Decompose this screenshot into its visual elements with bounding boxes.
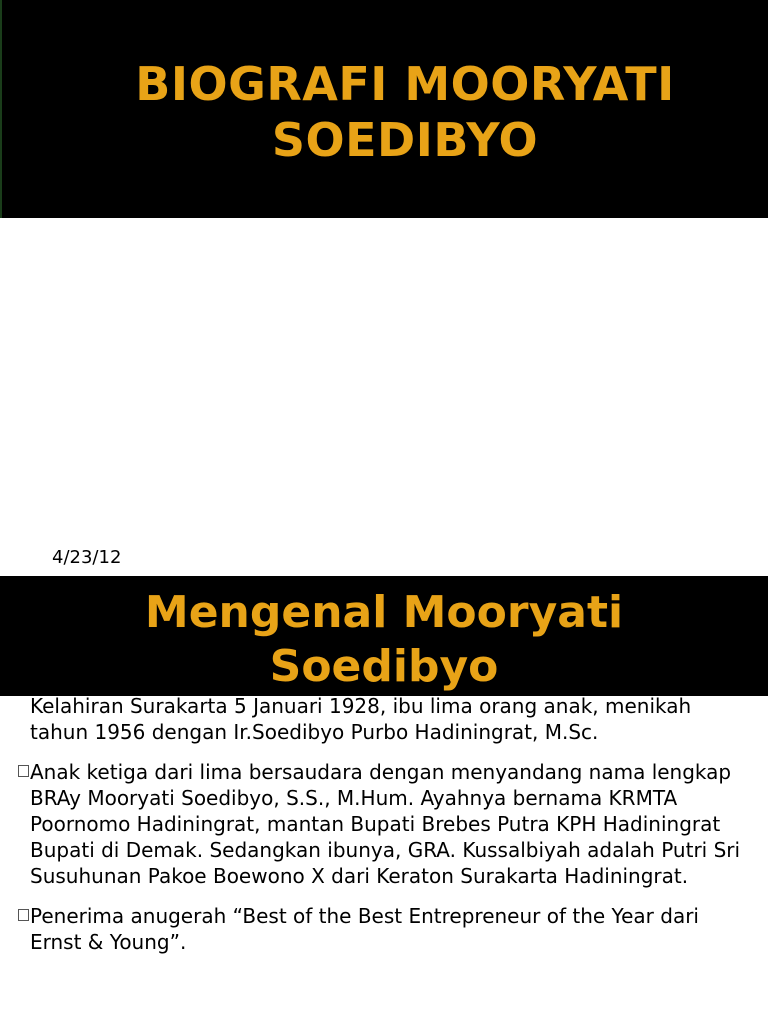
list-item (0, 903, 768, 955)
header-accent-strip (0, 0, 2, 218)
list-item (0, 759, 768, 889)
list-item (0, 696, 768, 745)
title-slide-heading (60, 56, 750, 168)
heading-line-1: Mengenal Mooryati (144, 587, 624, 638)
square-bullet-icon (18, 765, 29, 777)
list-item-text: Kelahiran Surakarta 5 Januari 1928, ibu lima orang anak, menikah tahun 1956 dengan Ir.Soedibyo Purbo Hadiningrat, M.Sc. (30, 696, 692, 744)
content-slide-heading (0, 586, 768, 694)
slide-date: 4/23/12 (52, 547, 122, 568)
content-slide-body (0, 696, 768, 1024)
list-item-text: Penerima anugerah “Best of the Best Entrepreneur of the Year dari Ernst & Young”. (30, 904, 699, 954)
title-line-1: BIOGRAFI MOORYATI (135, 57, 675, 111)
square-bullet-icon (18, 909, 29, 921)
title-line-2: SOEDIBYO (271, 113, 539, 167)
heading-line-2: Soedibyo (269, 641, 499, 692)
list-item-text: Anak ketiga dari lima bersaudara dengan menyandang nama lengkap BRAy Mooryati Soedibyo, S.S., M.Hum. Ayahnya bernama KRMTA Poornomo Hadiningrat, mantan Bupati Brebes Putra KPH Hadiningrat Bupati di Demak. Sedangkan ibunya, GRA. Kussalbiyah adalah Putri Sri Susuhunan Pakoe Boewono X dari Keraton Surakarta Hadiningrat. (30, 760, 741, 888)
